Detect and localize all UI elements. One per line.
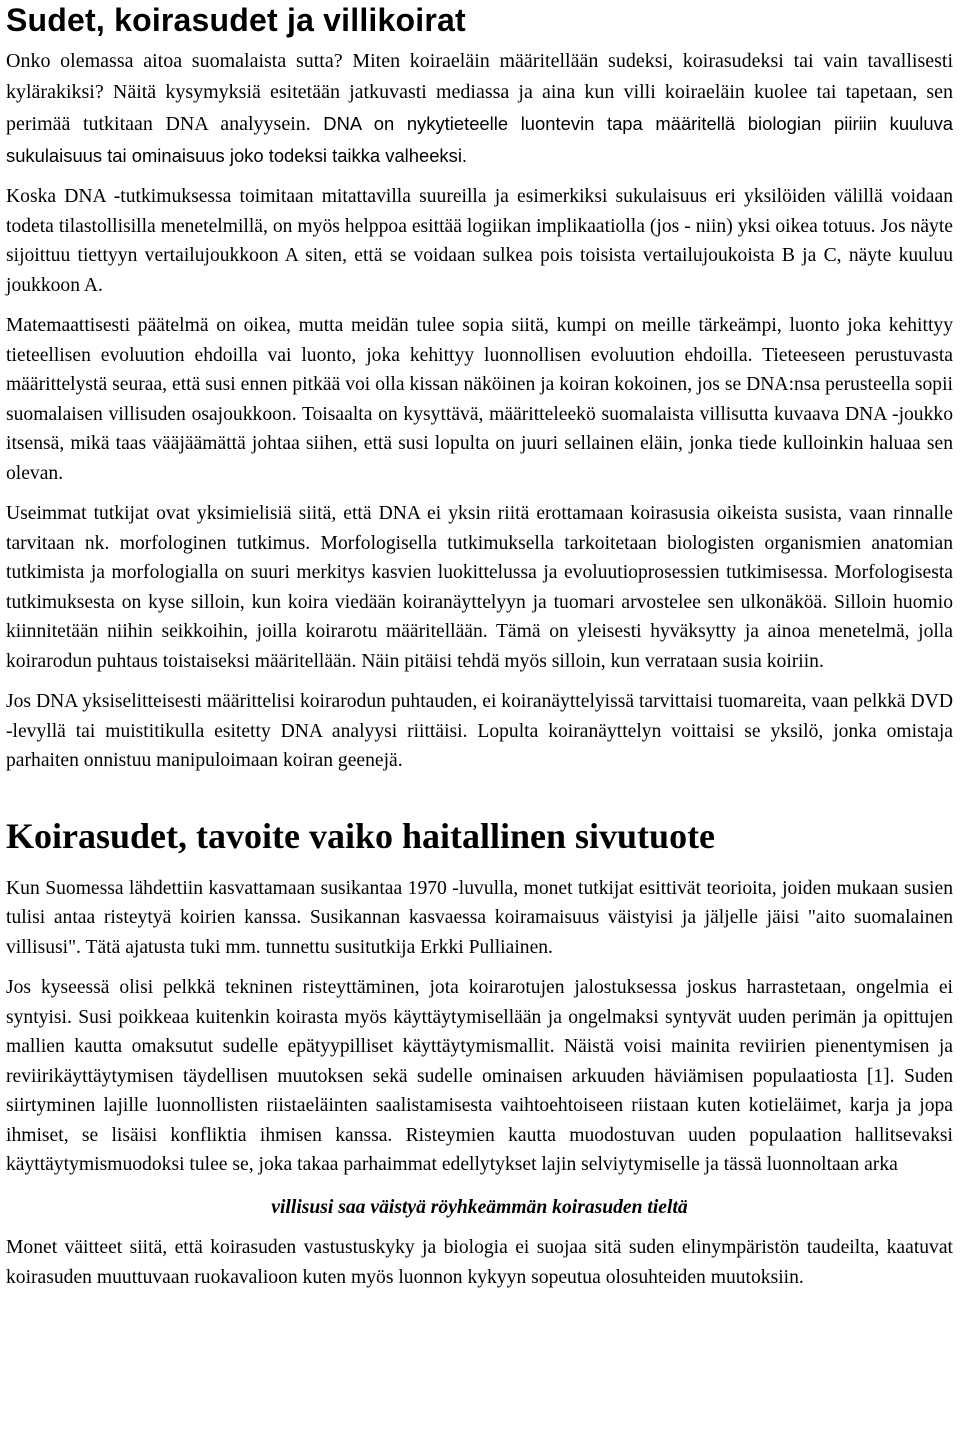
- paragraph: Monet väitteet siitä, että koirasuden vastustuskyky ja biologia ei suojaa sitä suden elinympäristön taudeilta, kaatuvat koirasuden muuttuvaan ruokavalioon kuten myös luonnon kykyyn sopeutua olosuhteiden muutoksiin.: [6, 1237, 953, 1288]
- highlighted-quote: villisusi saa väistyä röyhkeämmän koirasuden tieltä: [271, 1196, 688, 1218]
- section-heading: Koirasudet, tavoite vaiko haitallinen sivutuote: [6, 815, 716, 856]
- intro-text: Onko olemassa aitoa suomalaista sutta? Miten koiraeläin määritellään sudeksi, koirasudeksi tai vain tavallisesti kylärakiksi? Näitä kysymyksiä esitetään jatkuvasti mediassa ja aina kun villi koiraeläin kuolee tai tapetaan, sen perimää tutkitaan DNA analyysein.: [6, 50, 953, 135]
- paragraph: Jos kyseessä olisi pelkkä tekninen risteyttäminen, jota koirarotujen jalostuksessa joskus harrastetaan, ongelmia ei syntyisi. Susi poikkeaa kuitenkin koirasta myös käyttäytymisellään ja ongelmaksi syntyvät uuden perimän ja opittujen mallien kautta omaksutut sudelle epätyypilliset käyttäytymismallit. Näistä voisi mainita reviirien pienentymisen ja reviirikäyttäytymisen täydellisen muutoksen sekä sudelle ominaisen arkuuden häviämisen populaatiosta [1]. Suden siirtyminen lajille luonnollisten riistaeläinten saalistamisesta vaihtoehtoiseen riistaan kuten kotieläimet, karja ja jopa ihmiset, se lisäisi konfliktia ihmisen kanssa. Risteymien kautta muodostuvan uuden populaation hallitsevaksi käyttäytymismuodoksi tulee se, joka takaa parhaimmat edellytykset lajin selviytymiselle ja tässä luonnoltaan arka: [6, 977, 953, 1175]
- section-2: [6, 816, 953, 1293]
- section-1: [6, 182, 953, 776]
- intro-dna-definition: DNA on nykytieteelle luontevin tapa määritellä biologian piiriin kuuluva sukulaisuus tai ominaisuus joko todeksi taikka valheeksi.: [6, 113, 954, 166]
- page-title: Sudet, koirasudet ja villikoirat: [6, 2, 466, 38]
- paragraph: Useimmat tutkijat ovat yksimielisiä siitä, että DNA ei yksin riitä erottamaan koirasusia oikeista susista, vaan rinnalle tarvitaan nk. morfologinen tutkimus. Morfologisella tutkimuksella tarkoitetaan biologisten organismien anatomian tutkimista ja morfologialla on suuri merkitys kasvien luokittelussa ja evoluutioprosessien tutkimisessa. Morfologisesta tutkimuksesta on kyse silloin, kun koira viedään koiranäyttelyyn ja tuomari arvostelee sen ulkonäköä. Silloin huomio kiinnitetään niihin seikkoihin, joilla koirarotu määritellään. Tämä on yleisesti hyväksytty ja ainoa menetelmä, jolla koirarodun puhtaus toistaiseksi määritellään. Näin pitäisi tehdä myös silloin, kun verrataan susia koiriin.: [6, 503, 953, 672]
- paragraph: Koska DNA -tutkimuksessa toimitaan mitattavilla suureilla ja esimerkiksi sukulaisuus eri yksilöiden välillä voidaan todeta tilastollisilla menetelmillä, on myös helppoa esittää logiikan implikaatiolla (jos - niin) yksi oikea totuus. Jos näyte sijoittuu tiettyyn vertailujoukkoon A siten, että se voidaan sulkea pois toisista vertailujoukoista B ja C, näyte kuuluu joukkoon A.: [6, 186, 953, 296]
- intro-paragraph: [6, 46, 953, 172]
- paragraph: Matemaattisesti päätelmä on oikea, mutta meidän tulee sopia siitä, kumpi on meille tärkeämpi, luonto joka kehittyy tieteellisen evoluution ehdoilla vai luonto, joka kehittyy luonnollisen evoluution ehdoilla. Tieteeseen perustuvasta määrittelystä seuraa, että susi ennen pitkää voi olla kissan näköinen ja koiran kokoinen, jos se DNA:nsa perusteella sopii suomalaisen villisuden osajoukkoon. Toisaalta on kysyttävä, määritteleekö suomalaista villisutta kuvaava DNA -joukko itsensä, mikä taas vääjäämättä johtaa siihen, että susi lopulta on juuri sellainen eläin, jonka tiede kulloinkin haluaa sen olevan.: [6, 315, 953, 484]
- paragraph: Kun Suomessa lähdettiin kasvattamaan susikantaa 1970 -luvulla, monet tutkijat esittivät teorioita, joiden mukaan susien tulisi antaa risteytyä koirien kanssa. Susikannan kasvaessa koiramaisuus väistyisi ja jäljelle jäisi "aito suomalainen villisusi". Tätä ajatusta tuki mm. tunnettu susitutkija Erkki Pulliainen.: [6, 877, 953, 958]
- paragraph: Jos DNA yksiselitteisesti määrittelisi koirarodun puhtauden, ei koiranäyttelyissä tarvittaisi tuomareita, vaan pelkkä DVD -levyllä tai muistitikulla esitetty DNA analyysi riittäisi. Lopulta koiranäyttelyn voittaisi se yksilö, jonka omistaja parhaiten onnistuu manipuloimaan koiran geenejä.: [6, 691, 953, 771]
